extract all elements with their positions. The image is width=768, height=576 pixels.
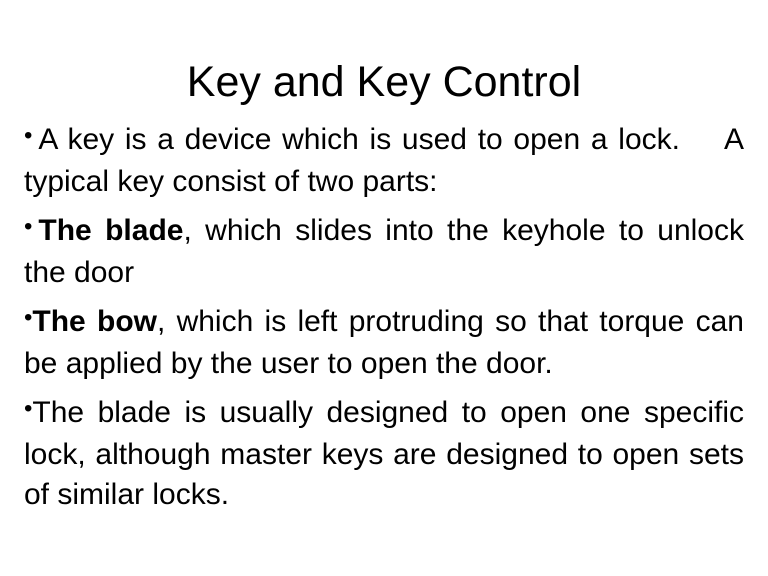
bullet-item <box>24 120 744 202</box>
slide-title: Key and Key Control <box>186 58 582 106</box>
bullet-icon: • <box>24 122 33 149</box>
bullet-text: , which slides into the keyhole to unlock the door <box>24 214 744 289</box>
bullet-item <box>24 393 744 515</box>
bullet-icon: • <box>24 395 33 422</box>
bullet-list <box>24 120 744 524</box>
term-bow: The bow <box>32 305 157 338</box>
bullet-icon: • <box>24 304 33 331</box>
bullet-text: , which is left protruding so that torque can be applied by the user to open the door. <box>24 305 744 380</box>
bullet-text: The blade is usually designed to open one specific lock, although master keys are designed to open sets of similar locks. <box>24 396 744 511</box>
bullet-item <box>24 211 744 293</box>
term-blade: The blade <box>38 214 184 247</box>
bullet-text: A key is a device which is used to open a lock. <box>38 123 680 156</box>
bullet-icon: • <box>24 213 33 240</box>
bullet-item <box>24 302 744 384</box>
bullet-text: A typical key consist of two parts: <box>24 123 744 198</box>
